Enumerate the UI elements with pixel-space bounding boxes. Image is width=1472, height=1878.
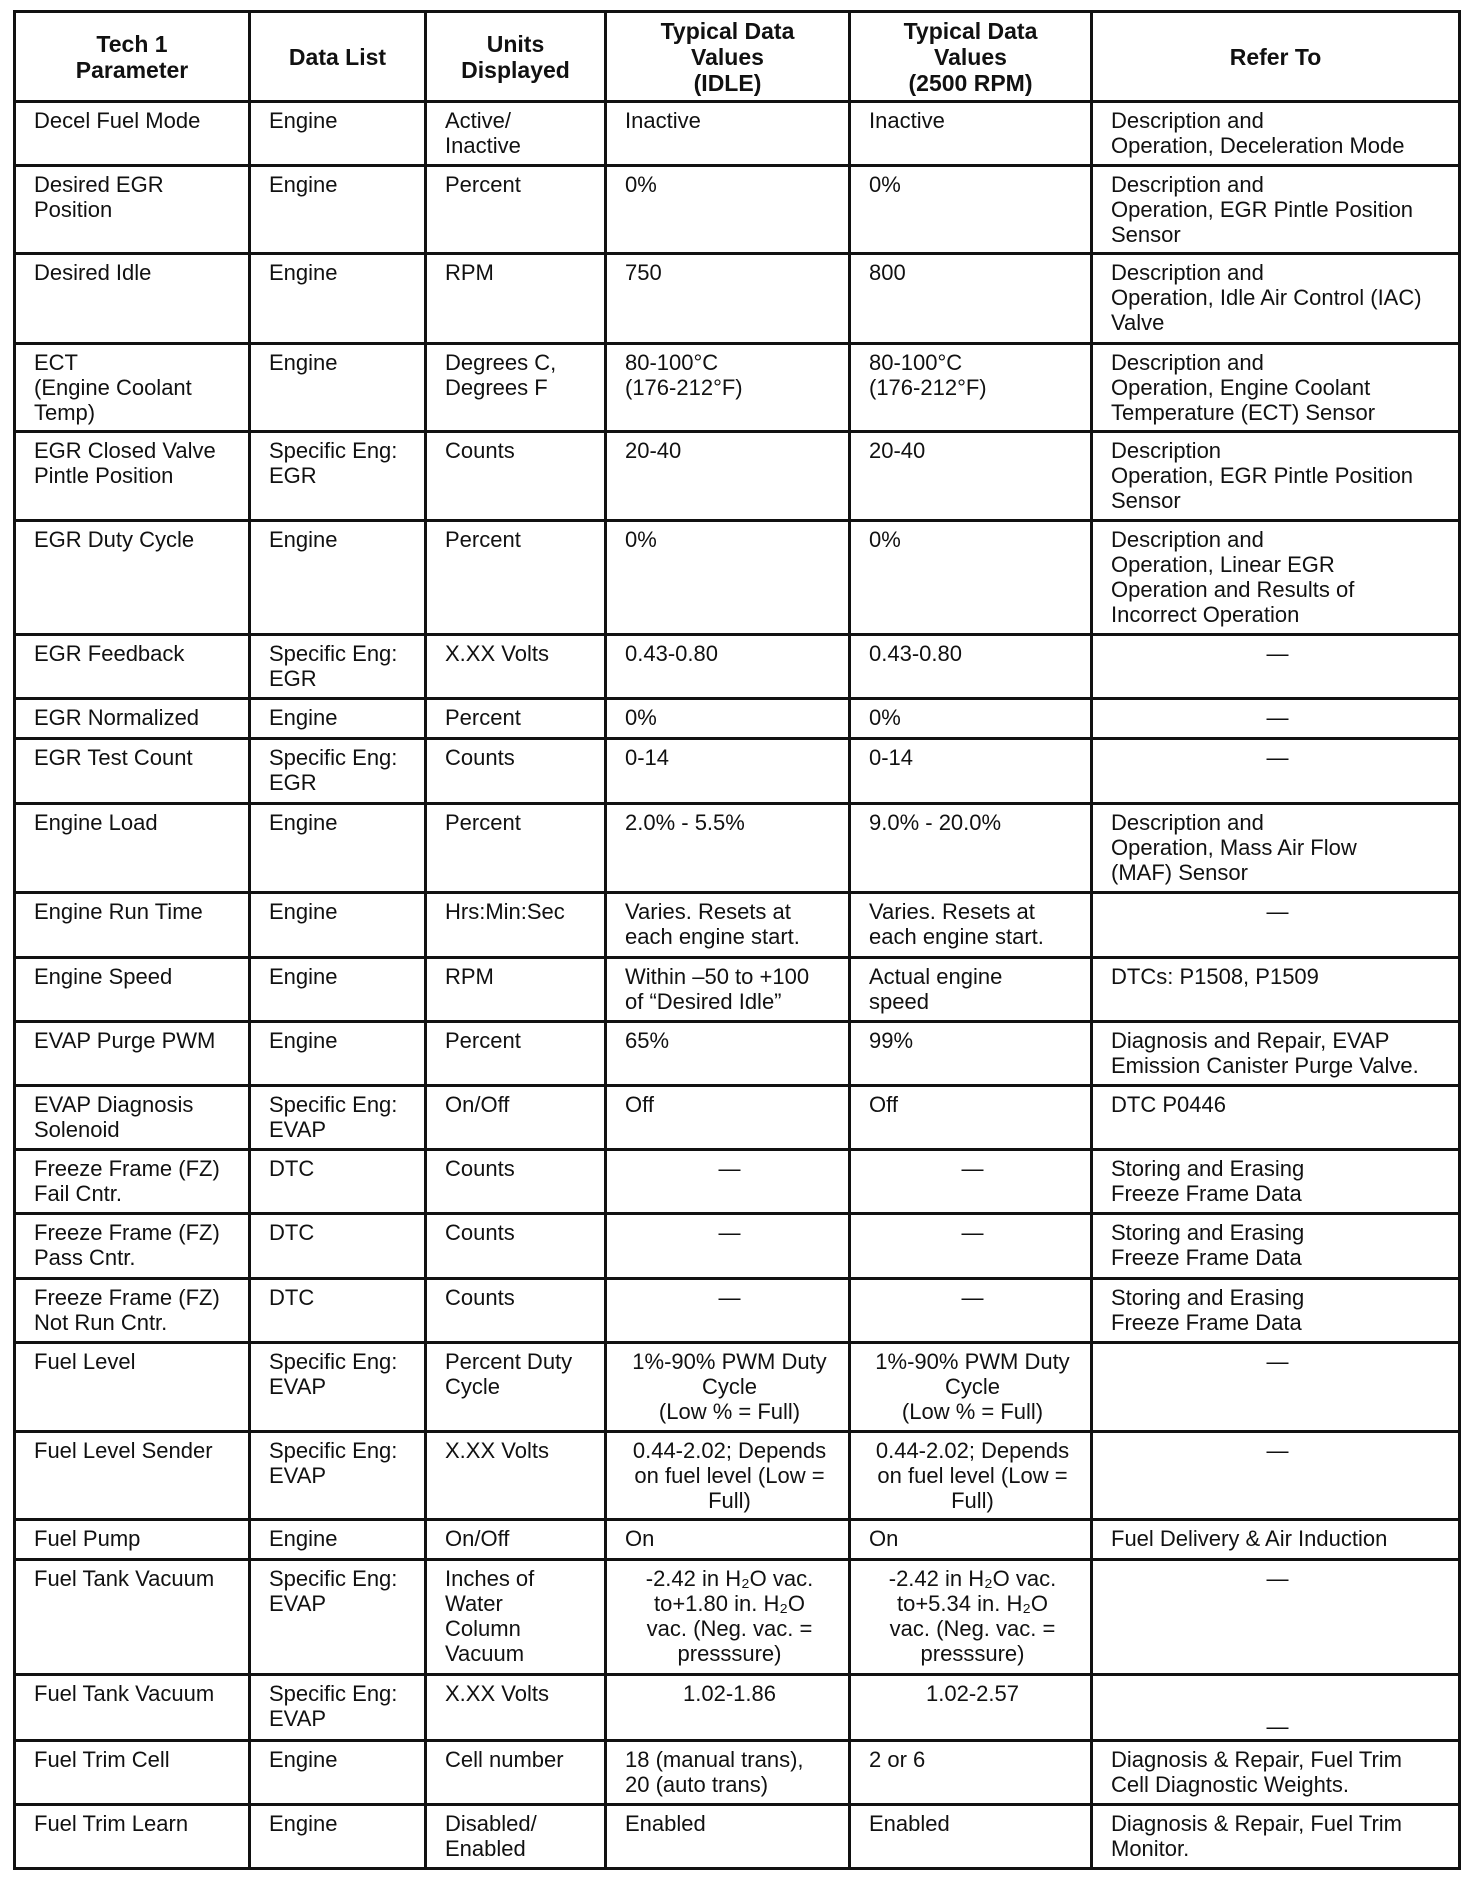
cell-2500rpm: Varies. Resets at each engine start.	[850, 892, 1092, 957]
cell-data-list: Specific Eng: EVAP	[250, 1342, 426, 1431]
cell-parameter: Fuel Trim Learn	[15, 1804, 250, 1868]
cell-2500rpm: Actual engine speed	[850, 957, 1092, 1021]
cell-units: Cell number	[426, 1740, 606, 1804]
cell-refer: —	[1092, 1560, 1460, 1675]
cell-units: Counts	[426, 1278, 606, 1342]
cell-data-list: Engine	[250, 1021, 426, 1085]
cell-data-list: Engine	[250, 1804, 426, 1868]
table-row	[15, 803, 1460, 892]
cell-units: Disabled/ Enabled	[426, 1804, 606, 1868]
cell-idle: 1%-90% PWM Duty Cycle (Low % = Full)	[606, 1342, 850, 1431]
cell-idle: 65%	[606, 1021, 850, 1085]
cell-parameter: Engine Load	[15, 803, 250, 892]
cell-parameter: EGR Duty Cycle	[15, 520, 250, 634]
cell-refer: Description Operation, EGR Pintle Position Sensor	[1092, 431, 1460, 520]
cell-units: Hrs:Min:Sec	[426, 892, 606, 957]
header-row	[15, 12, 1460, 102]
cell-parameter: Engine Run Time	[15, 892, 250, 957]
table-row	[15, 1740, 1460, 1804]
table-row	[15, 1021, 1460, 1085]
cell-2500rpm: —	[850, 1150, 1092, 1214]
cell-refer: Diagnosis and Repair, EVAP Emission Canister Purge Valve.	[1092, 1021, 1460, 1085]
cell-refer: Description and Operation, Engine Coolant Temperature (ECT) Sensor	[1092, 343, 1460, 431]
table-row	[15, 1560, 1460, 1675]
table-row	[15, 1150, 1460, 1214]
cell-refer: —	[1092, 635, 1460, 699]
cell-2500rpm: 80-100°C (176-212°F)	[850, 343, 1092, 431]
cell-units: Active/ Inactive	[426, 102, 606, 166]
cell-parameter: EGR Normalized	[15, 699, 250, 739]
cell-2500rpm: On	[850, 1520, 1092, 1560]
cell-idle: Inactive	[606, 102, 850, 166]
cell-parameter: Desired Idle	[15, 254, 250, 343]
cell-parameter: EVAP Purge PWM	[15, 1021, 250, 1085]
cell-idle: 80-100°C (176-212°F)	[606, 343, 850, 431]
table-row	[15, 892, 1460, 957]
cell-refer: —	[1092, 699, 1460, 739]
cell-idle: Within –50 to +100 of “Desired Idle”	[606, 957, 850, 1021]
cell-2500rpm: 9.0% - 20.0%	[850, 803, 1092, 892]
table-row	[15, 1675, 1460, 1740]
cell-idle: Enabled	[606, 1804, 850, 1868]
cell-units: Counts	[426, 739, 606, 803]
cell-data-list: DTC	[250, 1214, 426, 1278]
table-row	[15, 1214, 1460, 1278]
cell-units: RPM	[426, 957, 606, 1021]
table-row	[15, 431, 1460, 520]
cell-units: Percent	[426, 699, 606, 739]
cell-data-list: Specific Eng: EGR	[250, 635, 426, 699]
cell-refer: Description and Operation, Mass Air Flow (MAF) Sensor	[1092, 803, 1460, 892]
cell-data-list: Engine	[250, 102, 426, 166]
cell-parameter: Freeze Frame (FZ) Pass Cntr.	[15, 1214, 250, 1278]
table-row	[15, 635, 1460, 699]
table-row	[15, 1278, 1460, 1342]
header-refer-to: Refer To	[1092, 12, 1460, 102]
cell-parameter: Fuel Level	[15, 1342, 250, 1431]
cell-parameter: Fuel Level Sender	[15, 1431, 250, 1519]
cell-idle: —	[606, 1150, 850, 1214]
cell-parameter: EGR Test Count	[15, 739, 250, 803]
cell-refer: —	[1092, 1342, 1460, 1431]
cell-data-list: Engine	[250, 892, 426, 957]
cell-idle: 0%	[606, 520, 850, 634]
cell-data-list: Specific Eng: EVAP	[250, 1560, 426, 1675]
cell-idle: Varies. Resets at each engine start.	[606, 892, 850, 957]
cell-units: RPM	[426, 254, 606, 343]
cell-data-list: Engine	[250, 803, 426, 892]
cell-units: Percent	[426, 1021, 606, 1085]
cell-parameter: Fuel Pump	[15, 1520, 250, 1560]
cell-idle: 0%	[606, 166, 850, 254]
cell-idle: 0%	[606, 699, 850, 739]
cell-units: Counts	[426, 431, 606, 520]
cell-units: X.XX Volts	[426, 1431, 606, 1519]
cell-idle: -2.42 in H₂O vac. to+1.80 in. H₂O vac. (Neg. vac. = presssure)	[606, 1560, 850, 1675]
table-row	[15, 1431, 1460, 1519]
cell-parameter: Fuel Tank Vacuum	[15, 1675, 250, 1740]
cell-data-list: Specific Eng: EVAP	[250, 1431, 426, 1519]
cell-2500rpm: -2.42 in H₂O vac. to+5.34 in. H₂O vac. (Neg. vac. = presssure)	[850, 1560, 1092, 1675]
table-row	[15, 254, 1460, 343]
cell-idle: Off	[606, 1086, 850, 1150]
cell-parameter: Freeze Frame (FZ) Fail Cntr.	[15, 1150, 250, 1214]
header-parameter: Tech 1 Parameter	[15, 12, 250, 102]
cell-2500rpm: 0-14	[850, 739, 1092, 803]
cell-parameter: Freeze Frame (FZ) Not Run Cntr.	[15, 1278, 250, 1342]
cell-2500rpm: 99%	[850, 1021, 1092, 1085]
cell-refer: Diagnosis & Repair, Fuel Trim Cell Diagnostic Weights.	[1092, 1740, 1460, 1804]
cell-refer: Storing and Erasing Freeze Frame Data	[1092, 1150, 1460, 1214]
cell-parameter: Desired EGR Position	[15, 166, 250, 254]
cell-units: On/Off	[426, 1086, 606, 1150]
cell-parameter: ECT (Engine Coolant Temp)	[15, 343, 250, 431]
cell-2500rpm: 1.02-2.57	[850, 1675, 1092, 1740]
cell-units: X.XX Volts	[426, 1675, 606, 1740]
cell-data-list: Engine	[250, 520, 426, 634]
table-row	[15, 1342, 1460, 1431]
cell-idle: —	[606, 1214, 850, 1278]
cell-refer: —	[1092, 892, 1460, 957]
cell-idle: 20-40	[606, 431, 850, 520]
cell-data-list: Specific Eng: EVAP	[250, 1675, 426, 1740]
cell-2500rpm: 0%	[850, 166, 1092, 254]
cell-refer: Fuel Delivery & Air Induction	[1092, 1520, 1460, 1560]
cell-refer: Description and Operation, Linear EGR Operation and Results of Incorrect Operation	[1092, 520, 1460, 634]
cell-2500rpm: 0.44-2.02; Depends on fuel level (Low = Full)	[850, 1431, 1092, 1519]
cell-units: On/Off	[426, 1520, 606, 1560]
table-row	[15, 1086, 1460, 1150]
cell-2500rpm: —	[850, 1214, 1092, 1278]
cell-idle: —	[606, 1278, 850, 1342]
cell-data-list: Specific Eng: EVAP	[250, 1086, 426, 1150]
cell-refer: Storing and Erasing Freeze Frame Data	[1092, 1278, 1460, 1342]
cell-data-list: Engine	[250, 166, 426, 254]
cell-data-list: Engine	[250, 343, 426, 431]
cell-refer: DTCs: P1508, P1509	[1092, 957, 1460, 1021]
cell-refer: Description and Operation, Idle Air Control (IAC) Valve	[1092, 254, 1460, 343]
cell-data-list: Engine	[250, 957, 426, 1021]
table-row	[15, 1804, 1460, 1868]
cell-2500rpm: 0.43-0.80	[850, 635, 1092, 699]
cell-data-list: Specific Eng: EGR	[250, 431, 426, 520]
table-row	[15, 343, 1460, 431]
cell-data-list: DTC	[250, 1278, 426, 1342]
cell-2500rpm: Inactive	[850, 102, 1092, 166]
cell-idle: 18 (manual trans), 20 (auto trans)	[606, 1740, 850, 1804]
table-row	[15, 1520, 1460, 1560]
table-body	[15, 102, 1460, 1869]
cell-data-list: Specific Eng: EGR	[250, 739, 426, 803]
cell-refer: Diagnosis & Repair, Fuel Trim Monitor.	[1092, 1804, 1460, 1868]
cell-refer: Storing and Erasing Freeze Frame Data	[1092, 1214, 1460, 1278]
cell-units: Degrees C, Degrees F	[426, 343, 606, 431]
cell-2500rpm: Enabled	[850, 1804, 1092, 1868]
cell-2500rpm: 20-40	[850, 431, 1092, 520]
cell-units: X.XX Volts	[426, 635, 606, 699]
cell-refer: —	[1092, 1675, 1460, 1740]
header-2500rpm-values: Typical Data Values (2500 RPM)	[850, 12, 1092, 102]
table-row	[15, 520, 1460, 634]
cell-units: Counts	[426, 1214, 606, 1278]
cell-refer: —	[1092, 739, 1460, 803]
cell-parameter: EGR Closed Valve Pintle Position	[15, 431, 250, 520]
cell-refer: —	[1092, 1431, 1460, 1519]
cell-parameter: Decel Fuel Mode	[15, 102, 250, 166]
cell-refer: DTC P0446	[1092, 1086, 1460, 1150]
cell-idle: 0-14	[606, 739, 850, 803]
header-idle-values: Typical Data Values (IDLE)	[606, 12, 850, 102]
cell-2500rpm: 0%	[850, 699, 1092, 739]
cell-units: Counts	[426, 1150, 606, 1214]
cell-2500rpm: 2 or 6	[850, 1740, 1092, 1804]
cell-refer: Description and Operation, EGR Pintle Position Sensor	[1092, 166, 1460, 254]
cell-data-list: Engine	[250, 1740, 426, 1804]
cell-2500rpm: 800	[850, 254, 1092, 343]
header-units: Units Displayed	[426, 12, 606, 102]
cell-idle: 2.0% - 5.5%	[606, 803, 850, 892]
cell-idle: 0.44-2.02; Depends on fuel level (Low = Full)	[606, 1431, 850, 1519]
table-row	[15, 739, 1460, 803]
table-row	[15, 166, 1460, 254]
cell-units: Percent	[426, 520, 606, 634]
cell-data-list: Engine	[250, 254, 426, 343]
cell-parameter: EGR Feedback	[15, 635, 250, 699]
cell-units: Percent	[426, 166, 606, 254]
cell-parameter: EVAP Diagnosis Solenoid	[15, 1086, 250, 1150]
cell-refer: Description and Operation, Deceleration Mode	[1092, 102, 1460, 166]
page	[13, 10, 1458, 1870]
data-table	[13, 10, 1461, 1870]
cell-idle: 0.43-0.80	[606, 635, 850, 699]
cell-data-list: DTC	[250, 1150, 426, 1214]
table-row	[15, 102, 1460, 166]
cell-2500rpm: 0%	[850, 520, 1092, 634]
cell-parameter: Fuel Trim Cell	[15, 1740, 250, 1804]
cell-units: Percent Duty Cycle	[426, 1342, 606, 1431]
table-row	[15, 699, 1460, 739]
cell-idle: 1.02-1.86	[606, 1675, 850, 1740]
cell-2500rpm: Off	[850, 1086, 1092, 1150]
cell-units: Percent	[426, 803, 606, 892]
cell-data-list: Engine	[250, 699, 426, 739]
cell-data-list: Engine	[250, 1520, 426, 1560]
cell-parameter: Engine Speed	[15, 957, 250, 1021]
cell-2500rpm: 1%-90% PWM Duty Cycle (Low % = Full)	[850, 1342, 1092, 1431]
cell-units: Inches of Water Column Vacuum	[426, 1560, 606, 1675]
cell-2500rpm: —	[850, 1278, 1092, 1342]
header-data-list: Data List	[250, 12, 426, 102]
cell-idle: 750	[606, 254, 850, 343]
cell-idle: On	[606, 1520, 850, 1560]
table-row	[15, 957, 1460, 1021]
cell-parameter: Fuel Tank Vacuum	[15, 1560, 250, 1675]
